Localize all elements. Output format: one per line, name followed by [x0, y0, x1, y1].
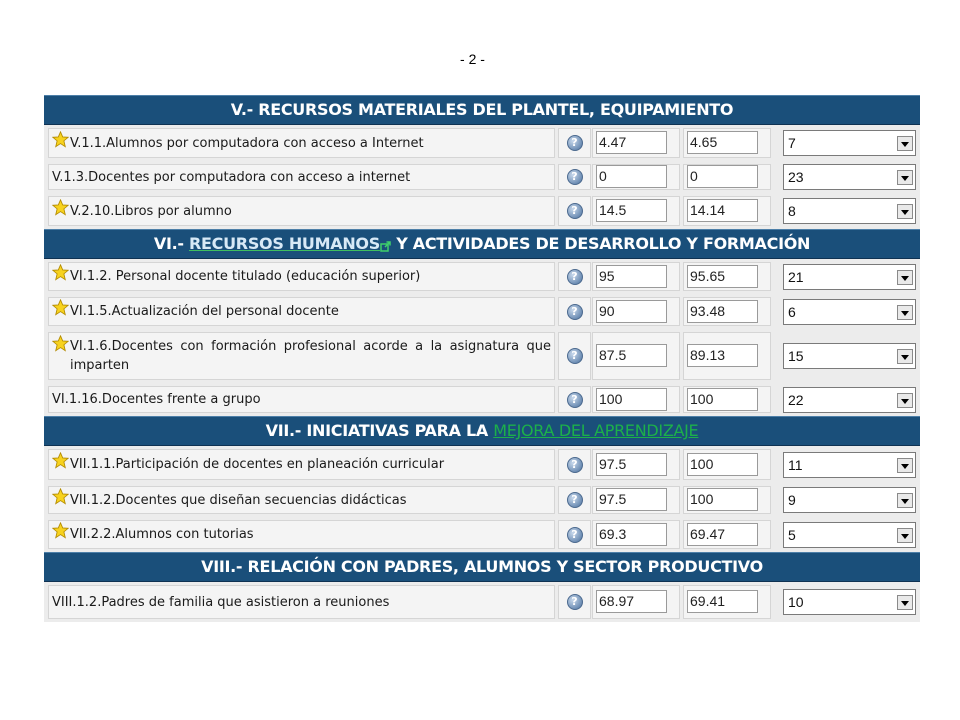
indicator-label: VI.1.5.Actualización del personal docente: [70, 304, 339, 319]
help-cell: [558, 164, 591, 190]
value-cell-2: [683, 332, 771, 380]
help-cell: [558, 449, 591, 480]
value-input-1[interactable]: 0: [596, 165, 667, 188]
value-cell-2: [683, 585, 771, 619]
value-input-2[interactable]: 4.65: [687, 131, 758, 154]
value-input-2[interactable]: 100: [687, 453, 758, 476]
select-cell: [783, 486, 916, 514]
recursos-humanos-link[interactable]: RECURSOS HUMANOS: [189, 234, 380, 253]
indicator-label: VII.2.2.Alumnos con tutorias: [70, 527, 254, 542]
value-input-2[interactable]: 14.14: [687, 199, 758, 222]
value-input-1[interactable]: 90: [596, 300, 667, 323]
indicator-label-cell: [48, 164, 555, 190]
table-row: [44, 294, 920, 329]
help-cell: [558, 520, 591, 549]
mejora-aprendizaje-link[interactable]: MEJORA DEL APRENDIZAJE: [493, 421, 699, 440]
value-cell-1: [592, 164, 680, 190]
chevron-down-icon[interactable]: [897, 458, 913, 473]
indicator-label: V.2.10.Libros por alumno: [70, 203, 232, 219]
ranking-select-value: 7: [788, 135, 796, 151]
ranking-select[interactable]: [783, 264, 916, 290]
ranking-select[interactable]: [783, 164, 916, 190]
help-icon[interactable]: ?: [567, 594, 583, 610]
section-viii-header: [44, 552, 920, 582]
indicator-label-cell: [48, 297, 555, 326]
select-cell: [783, 386, 916, 413]
indicator-label: V.1.3.Docentes por computadora con acceso a internet: [52, 169, 411, 185]
select-cell: [783, 520, 916, 549]
help-icon[interactable]: ?: [567, 527, 583, 543]
chevron-down-icon[interactable]: [897, 170, 913, 185]
page-number: - 2 -: [460, 51, 485, 67]
value-input-2[interactable]: 89.13: [687, 344, 758, 367]
help-icon[interactable]: ?: [567, 304, 583, 320]
chevron-down-icon[interactable]: [897, 349, 913, 364]
star-icon[interactable]: [52, 335, 69, 352]
value-cell-1: [592, 585, 680, 619]
help-icon[interactable]: ?: [567, 392, 583, 408]
table-row: [44, 259, 920, 294]
star-icon[interactable]: [52, 264, 69, 281]
section-vii-header: [44, 416, 920, 446]
value-input-2[interactable]: 95.65: [687, 265, 758, 288]
ranking-select-value: 15: [788, 348, 804, 364]
table-row: [44, 329, 920, 383]
value-cell-2: [683, 196, 771, 226]
star-icon[interactable]: [52, 488, 69, 505]
indicator-label: VI.1.16.Docentes frente a grupo: [52, 392, 261, 407]
select-cell: [783, 128, 916, 158]
section-vi-title-prefix: VI.-: [153, 234, 190, 253]
indicators-panel: [44, 95, 920, 622]
value-cell-2: [683, 486, 771, 514]
value-cell-1: [592, 386, 680, 413]
indicator-label-cell: [48, 386, 555, 413]
value-input-2[interactable]: 100: [687, 388, 758, 411]
ranking-select-value: 21: [788, 268, 804, 285]
ranking-select[interactable]: [783, 487, 916, 513]
star-icon[interactable]: [52, 131, 69, 148]
indicator-label: VII.1.2.Docentes que diseñan secuencias didácticas: [70, 492, 407, 508]
table-row: [44, 517, 920, 552]
indicator-label: VI.1.6.Docentes con formación profesional acorde a la asignatura que imparten: [70, 339, 551, 373]
chevron-down-icon[interactable]: [897, 393, 913, 408]
value-cell-2: [683, 449, 771, 480]
ranking-select-value: 5: [788, 526, 796, 543]
value-input-2[interactable]: 69.47: [687, 523, 758, 546]
value-cell-1: [592, 128, 680, 158]
ranking-select[interactable]: [783, 343, 916, 369]
help-cell: [558, 486, 591, 514]
section-vii-title-prefix: VII.- INICIATIVAS PARA LA: [265, 421, 494, 440]
section-viii-title: VIII.- RELACIÓN CON PADRES, ALUMNOS Y SECTOR PRODUCTIVO: [201, 557, 763, 576]
chevron-down-icon[interactable]: [897, 493, 913, 508]
select-cell: [783, 449, 916, 480]
chevron-down-icon[interactable]: [897, 136, 913, 151]
ranking-select-value: 10: [788, 594, 804, 610]
value-cell-2: [683, 262, 771, 291]
select-cell: [783, 297, 916, 326]
table-row: [44, 582, 920, 622]
value-cell-1: [592, 520, 680, 549]
help-icon[interactable]: ?: [567, 135, 583, 151]
value-input-1[interactable]: 69.3: [596, 523, 667, 546]
value-cell-1: [592, 332, 680, 380]
ranking-select[interactable]: [783, 589, 916, 615]
value-cell-2: [683, 128, 771, 158]
help-icon[interactable]: ?: [567, 348, 583, 364]
value-input-2[interactable]: 100: [687, 488, 758, 511]
help-cell: [558, 196, 591, 226]
indicator-label: VII.1.1.Participación de docentes en planeación curricular: [70, 457, 445, 472]
help-cell: [558, 332, 591, 380]
select-cell: [783, 196, 916, 226]
indicator-label-cell: [48, 520, 555, 549]
section-vi-header: [44, 229, 920, 259]
help-icon[interactable]: ?: [567, 203, 583, 219]
ranking-select[interactable]: [783, 452, 916, 478]
ranking-select[interactable]: [783, 387, 916, 413]
indicator-label-cell: [48, 486, 555, 514]
select-cell: [783, 585, 916, 619]
value-cell-1: [592, 297, 680, 326]
value-input-1[interactable]: 97.5: [596, 453, 667, 476]
value-cell-1: [592, 262, 680, 291]
value-input-1[interactable]: 97.5: [596, 488, 667, 511]
value-cell-2: [683, 520, 771, 549]
indicator-label-cell: [48, 449, 555, 480]
indicator-label: VIII.1.2.Padres de familia que asistieron a reuniones: [52, 594, 390, 610]
ranking-select[interactable]: [783, 198, 916, 224]
select-cell: [783, 332, 916, 380]
help-icon[interactable]: ?: [567, 492, 583, 508]
section-vi-title-suffix: Y ACTIVIDADES DE DESARROLLO Y FORMACIÓN: [390, 234, 811, 253]
value-input-1[interactable]: 87.5: [596, 344, 667, 367]
value-input-2[interactable]: 69.41: [687, 590, 758, 613]
indicator-label-cell: [48, 196, 555, 226]
ranking-select-value: 23: [788, 169, 804, 185]
ranking-select-value: 11: [788, 456, 803, 473]
star-icon[interactable]: [52, 299, 69, 316]
chevron-down-icon[interactable]: [897, 595, 913, 610]
select-cell: [783, 262, 916, 291]
value-cell-1: [592, 196, 680, 226]
indicator-label-cell: [48, 585, 555, 619]
help-icon[interactable]: ?: [567, 169, 583, 185]
ranking-select[interactable]: [783, 130, 916, 156]
table-row: [44, 193, 920, 229]
chevron-down-icon[interactable]: [897, 270, 913, 285]
value-cell-2: [683, 164, 771, 190]
indicator-label: V.1.1.Alumnos por computadora con acceso a Internet: [70, 135, 424, 151]
section-v-title: V.- RECURSOS MATERIALES DEL PLANTEL, EQUIPAMIENTO: [230, 100, 734, 119]
value-input-1[interactable]: 68.97: [596, 590, 667, 613]
value-input-1[interactable]: 95: [596, 265, 667, 288]
ranking-select-value: 9: [788, 492, 796, 508]
chevron-down-icon[interactable]: [897, 528, 913, 543]
value-cell-2: [683, 297, 771, 326]
table-row: [44, 483, 920, 517]
ranking-select-value: 6: [788, 303, 796, 320]
value-input-2[interactable]: 0: [687, 165, 758, 188]
table-row: [44, 161, 920, 193]
ranking-select-value: 8: [788, 203, 796, 219]
indicator-label: VI.1.2. Personal docente titulado (educación superior): [70, 269, 421, 284]
value-input-1[interactable]: 14.5: [596, 199, 667, 222]
chevron-down-icon[interactable]: [897, 305, 913, 320]
select-cell: [783, 164, 916, 190]
star-icon[interactable]: [52, 199, 69, 216]
ranking-select[interactable]: [783, 299, 916, 325]
value-input-2[interactable]: 93.48: [687, 300, 758, 323]
help-icon[interactable]: ?: [567, 457, 583, 473]
ranking-select[interactable]: [783, 522, 916, 548]
star-icon[interactable]: [52, 522, 69, 539]
indicator-label-cell: [48, 262, 555, 291]
help-cell: [558, 128, 591, 158]
section-v-header: [44, 95, 920, 125]
value-cell-2: [683, 386, 771, 413]
help-cell: [558, 386, 591, 413]
help-cell: [558, 585, 591, 619]
table-row: [44, 125, 920, 161]
help-cell: [558, 262, 591, 291]
value-input-1[interactable]: 4.47: [596, 131, 667, 154]
chevron-down-icon[interactable]: [897, 204, 913, 219]
external-link-icon[interactable]: [380, 233, 391, 244]
help-icon[interactable]: ?: [567, 269, 583, 285]
indicator-label-cell: [48, 128, 555, 158]
ranking-select-value: 22: [788, 391, 804, 408]
table-row: [44, 446, 920, 483]
indicator-label-cell: [48, 332, 555, 380]
value-cell-1: [592, 486, 680, 514]
help-cell: [558, 297, 591, 326]
value-cell-1: [592, 449, 680, 480]
star-icon[interactable]: [52, 452, 69, 469]
value-input-1[interactable]: 100: [596, 388, 667, 411]
table-row: [44, 383, 920, 416]
